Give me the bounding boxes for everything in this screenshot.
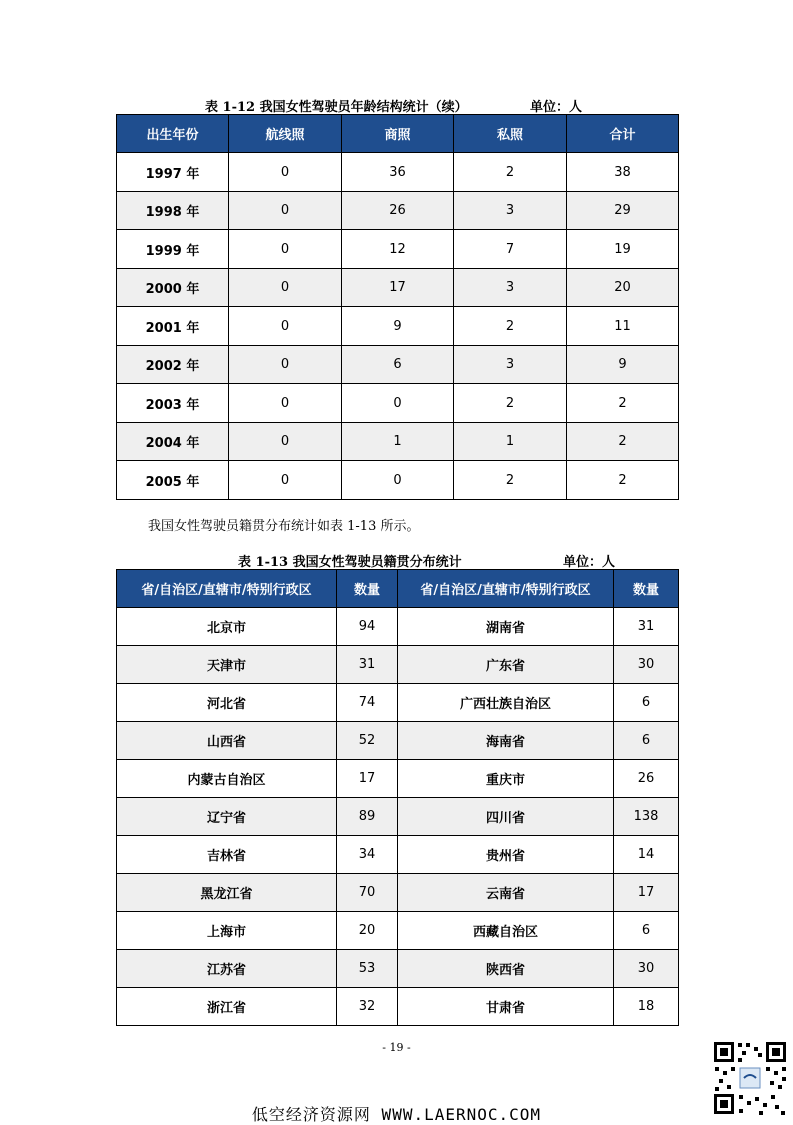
- table-cell: 陕西省: [398, 950, 614, 988]
- table-cell: 38: [567, 153, 679, 192]
- table-cell: 2003 年: [117, 384, 229, 423]
- table-cell: 四川省: [398, 798, 614, 836]
- table-cell: 0: [229, 269, 342, 307]
- table-cell: 138: [614, 798, 679, 836]
- table12-unit: 单位：人: [530, 100, 583, 115]
- table13-header: 省/自治区/直辖市/特别行政区: [398, 570, 614, 608]
- table-cell: 上海市: [117, 912, 337, 950]
- table-cell: 19: [567, 230, 679, 269]
- table-cell: 0: [229, 307, 342, 346]
- table-cell: 26: [614, 760, 679, 798]
- table-cell: 9: [342, 307, 454, 346]
- table-cell: 2: [454, 307, 567, 346]
- table-cell: 32: [337, 988, 398, 1026]
- table-row: [117, 988, 679, 1026]
- table-cell: 52: [337, 722, 398, 760]
- table-cell: 1997 年: [117, 153, 229, 192]
- table-cell: 1998 年: [117, 192, 229, 230]
- table-cell: 26: [342, 192, 454, 230]
- table-cell: 18: [614, 988, 679, 1026]
- table-row: [117, 722, 679, 760]
- table-cell: 0: [229, 153, 342, 192]
- table-cell: 6: [614, 912, 679, 950]
- table-row: [117, 423, 679, 461]
- table-row: [117, 192, 679, 230]
- table-row: [117, 950, 679, 988]
- table-row: [117, 836, 679, 874]
- body-paragraph: 我国女性驾驶员籍贯分布统计如表 1-13 所示。: [148, 519, 420, 534]
- table13-header: 数量: [337, 570, 398, 608]
- table-cell: 2000 年: [117, 269, 229, 307]
- table-cell: 29: [567, 192, 679, 230]
- table-row: [117, 269, 679, 307]
- table-cell: 0: [229, 384, 342, 423]
- table-cell: 江苏省: [117, 950, 337, 988]
- table-cell: 2004 年: [117, 423, 229, 461]
- table-cell: 17: [614, 874, 679, 912]
- table-cell: 36: [342, 153, 454, 192]
- table-cell: 2002 年: [117, 346, 229, 384]
- table-cell: 河北省: [117, 684, 337, 722]
- table-cell: 6: [614, 684, 679, 722]
- table-cell: 2: [454, 384, 567, 423]
- table-cell: 云南省: [398, 874, 614, 912]
- table-cell: 14: [614, 836, 679, 874]
- table-cell: 3: [454, 192, 567, 230]
- table12-header-row: [117, 115, 679, 153]
- table12-header: 航线照: [229, 115, 342, 153]
- table-cell: 17: [337, 760, 398, 798]
- table-cell: 6: [342, 346, 454, 384]
- table-cell: 89: [337, 798, 398, 836]
- table-row: [117, 912, 679, 950]
- table-cell: 海南省: [398, 722, 614, 760]
- table-row: [117, 874, 679, 912]
- table-cell: 贵州省: [398, 836, 614, 874]
- table-cell: 70: [337, 874, 398, 912]
- table-row: [117, 646, 679, 684]
- table-cell: 北京市: [117, 608, 337, 646]
- table12: [116, 114, 679, 500]
- table-cell: 20: [337, 912, 398, 950]
- table-cell: 0: [229, 346, 342, 384]
- table-cell: 2: [454, 461, 567, 500]
- table12-header: 商照: [342, 115, 454, 153]
- table-cell: 0: [229, 461, 342, 500]
- table-cell: 0: [229, 192, 342, 230]
- footer-website: 低空经济资源网 WWW.LAERNOC.COM: [251, 1105, 542, 1124]
- table-cell: 甘肃省: [398, 988, 614, 1026]
- table12-header: 出生年份: [117, 115, 229, 153]
- table-cell: 西藏自治区: [398, 912, 614, 950]
- table13-unit: 单位：人: [563, 555, 616, 570]
- table-cell: 内蒙古自治区: [117, 760, 337, 798]
- table-cell: 9: [567, 346, 679, 384]
- table13-header: 省/自治区/直辖市/特别行政区: [117, 570, 337, 608]
- table-cell: 1: [342, 423, 454, 461]
- table-cell: 0: [342, 461, 454, 500]
- table-row: [117, 153, 679, 192]
- table-cell: 广西壮族自治区: [398, 684, 614, 722]
- table-row: [117, 608, 679, 646]
- table-cell: 17: [342, 269, 454, 307]
- table-row: [117, 384, 679, 423]
- table-cell: 30: [614, 950, 679, 988]
- table-cell: 0: [342, 384, 454, 423]
- table-cell: 吉林省: [117, 836, 337, 874]
- table-cell: 34: [337, 836, 398, 874]
- table-row: [117, 307, 679, 346]
- table-cell: 6: [614, 722, 679, 760]
- table-cell: 2: [567, 461, 679, 500]
- table-cell: 31: [337, 646, 398, 684]
- table-cell: 0: [229, 230, 342, 269]
- table-row: [117, 684, 679, 722]
- table-cell: 1: [454, 423, 567, 461]
- table-row: [117, 346, 679, 384]
- table12-caption: 表 1-12 我国女性驾驶员年龄结构统计（续）: [205, 100, 468, 115]
- table-row: [117, 461, 679, 500]
- table-cell: 12: [342, 230, 454, 269]
- table-cell: 30: [614, 646, 679, 684]
- table-cell: 湖南省: [398, 608, 614, 646]
- table-cell: 黑龙江省: [117, 874, 337, 912]
- table13-header-row: [117, 570, 679, 608]
- table-cell: 94: [337, 608, 398, 646]
- table13: [116, 569, 679, 1026]
- table-cell: 0: [229, 423, 342, 461]
- table-cell: 3: [454, 346, 567, 384]
- table-cell: 53: [337, 950, 398, 988]
- table-cell: 11: [567, 307, 679, 346]
- table12-header: 合计: [567, 115, 679, 153]
- table-cell: 1999 年: [117, 230, 229, 269]
- table-cell: 20: [567, 269, 679, 307]
- table-cell: 2001 年: [117, 307, 229, 346]
- table-row: [117, 798, 679, 836]
- table-cell: 天津市: [117, 646, 337, 684]
- table12-header: 私照: [454, 115, 567, 153]
- table-cell: 2: [567, 423, 679, 461]
- table-row: [117, 230, 679, 269]
- table-cell: 广东省: [398, 646, 614, 684]
- table-cell: 2: [454, 153, 567, 192]
- table-cell: 辽宁省: [117, 798, 337, 836]
- table-cell: 浙江省: [117, 988, 337, 1026]
- table-row: [117, 760, 679, 798]
- table-cell: 31: [614, 608, 679, 646]
- table-cell: 7: [454, 230, 567, 269]
- table-cell: 3: [454, 269, 567, 307]
- table-cell: 2: [567, 384, 679, 423]
- table13-header: 数量: [614, 570, 679, 608]
- page-number: - 19 -: [382, 1041, 411, 1054]
- table-cell: 2005 年: [117, 461, 229, 500]
- table-cell: 74: [337, 684, 398, 722]
- table13-caption: 表 1-13 我国女性驾驶员籍贯分布统计: [238, 555, 462, 570]
- table-cell: 山西省: [117, 722, 337, 760]
- table-cell: 重庆市: [398, 760, 614, 798]
